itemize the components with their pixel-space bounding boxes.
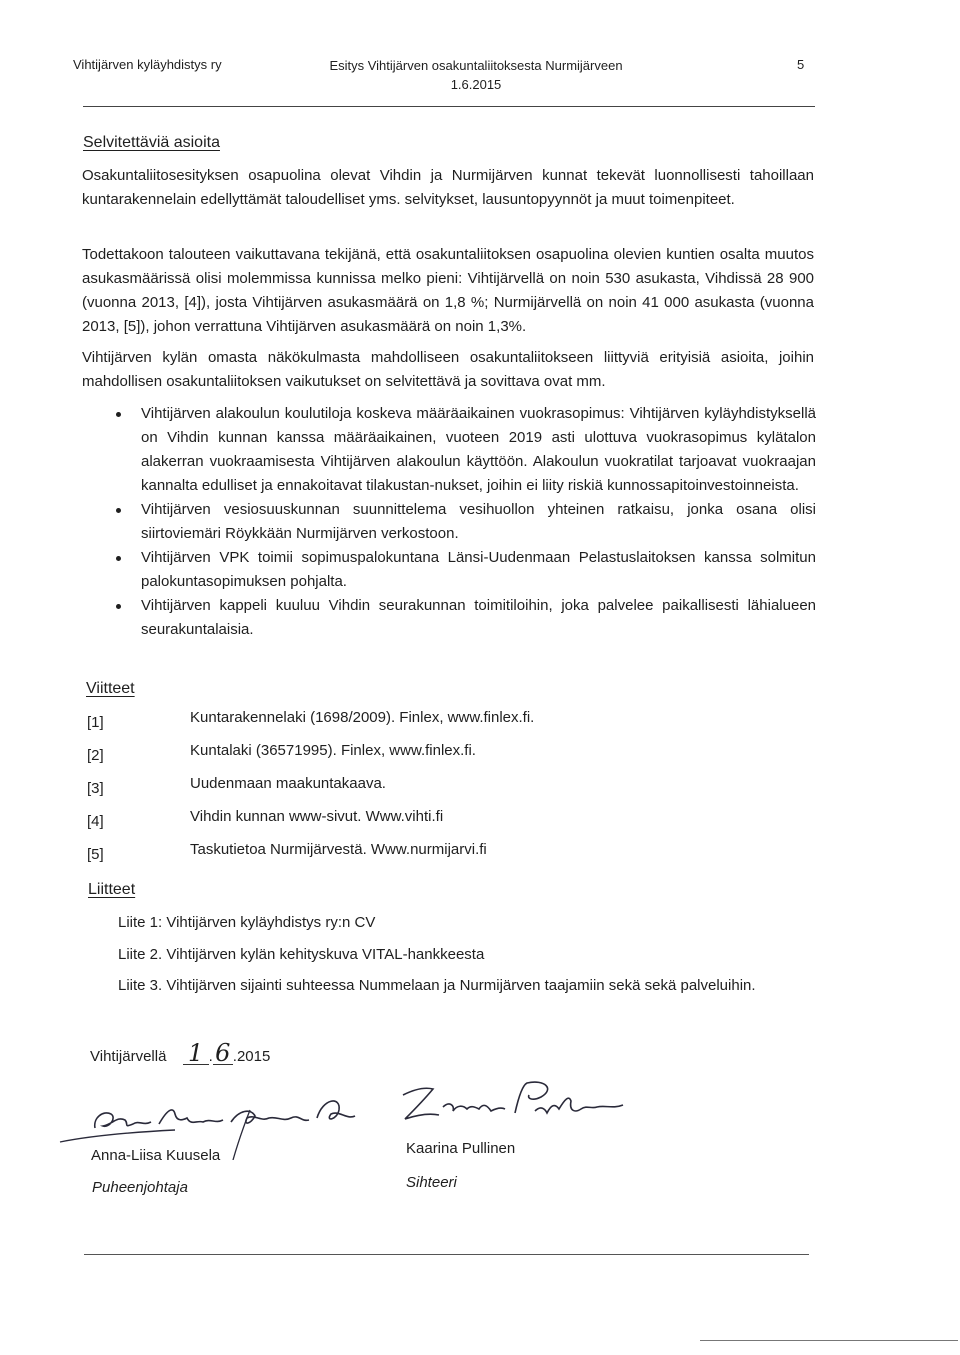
- reference-text: Kuntalaki (36571995). Finlex, www.finlex.fi.: [190, 742, 476, 759]
- list-item-text: Vihtijärven vesiosuuskunnan suunnittelema vesihuollon yhteinen ratkaisu, jonka osana olisi siirtoviemäri Röykkään Nurmijärven verkostoon.: [141, 501, 816, 542]
- issues-list: [100, 402, 816, 642]
- header-date: 1.6.2015: [450, 77, 502, 92]
- reference-number: [1]: [87, 714, 104, 731]
- reference-text: Taskutietoa Nurmijärvestä. Www.nurmijarvi.fi: [190, 841, 487, 858]
- bullet-dot: [116, 508, 121, 513]
- reference-item: [87, 805, 787, 838]
- list-item: [100, 402, 816, 498]
- attachments-heading: Liitteet: [88, 881, 136, 898]
- header-document-title: [300, 56, 652, 94]
- reference-number: [4]: [87, 813, 104, 830]
- list-item: [100, 498, 816, 546]
- section-heading: Selvitettäviä asioita: [83, 134, 220, 151]
- bullet-dot: [116, 412, 121, 417]
- list-item-text: Vihtijärven kappeli kuuluu Vihdin seurakunnan toimitiloihin, joka palvelee paikallisesti lähialueen seurakuntalaisia.: [141, 597, 816, 638]
- bullet-dot: [116, 604, 121, 609]
- place-and-date: Vihtijärvellä 1 .6 .2015: [90, 1039, 271, 1067]
- reference-text: Uudenmaan maakuntakaava.: [190, 775, 386, 792]
- signer-name: Kaarina Pullinen: [406, 1140, 516, 1157]
- references-heading: Viitteet: [86, 680, 135, 697]
- header-divider: [83, 106, 815, 107]
- bullet-dot: [116, 556, 121, 561]
- page-number: 5: [797, 57, 805, 72]
- references-list: [87, 706, 787, 871]
- attachment-item: Liite 3. Vihtijärven sijainti suhteessa Nummelaan ja Nurmijärven taajamiin sekä sekä palveluihin.: [118, 977, 756, 994]
- reference-item: [87, 838, 787, 871]
- signer-role: Puheenjohtaja: [92, 1179, 188, 1196]
- signing-place: Vihtijärvellä: [90, 1048, 167, 1065]
- reference-text: Vihdin kunnan www-sivut. Www.vihti.fi: [190, 808, 444, 825]
- header-organization: Vihtijärven kyläyhdistys ry: [73, 57, 222, 72]
- list-item-text: Vihtijärven VPK toimii sopimuspalokuntana Länsi-Uudenmaan Pelastuslaitoksen kanssa solmitun palokuntasopimuksen pohjalta.: [141, 549, 816, 590]
- reference-number: [2]: [87, 747, 104, 764]
- date-year: .2015: [232, 1048, 271, 1065]
- reference-text: Kuntarakennelaki (1698/2009). Finlex, www.finlex.fi.: [190, 709, 535, 726]
- reference-item: [87, 772, 787, 805]
- signer-name: Anna-Liisa Kuusela: [91, 1147, 221, 1164]
- reference-item: [87, 739, 787, 772]
- footer-divider: [84, 1254, 809, 1255]
- reference-number: [5]: [87, 846, 104, 863]
- date-day: 1: [183, 1042, 209, 1065]
- paragraph-3: Vihtijärven kylän omasta näkökulmasta mahdolliseen osakuntaliitokseen liittyviä erityisiä asioita, joihin mahdollisen osakuntaliitoksen vaikutukset on selvitettävä ja sovittava ovat mm.: [82, 349, 814, 390]
- list-item: [100, 546, 816, 594]
- attachment-item: Liite 2. Vihtijärven kylän kehityskuva VITAL-hankkeesta: [118, 946, 485, 963]
- date-month: 6: [213, 1042, 233, 1065]
- signature-kaarina: [395, 1075, 630, 1135]
- signer-role: Sihteeri: [406, 1174, 457, 1191]
- paragraph-2: Todettakoon talouteen vaikuttavana tekijänä, että osakuntaliitoksen osapuolina olevien kuntien osalta muutos asukasmäärissä olisi molemmissa kunnissa melko pieni: Vihtijärvellä on noin 530 asukasta, Vihdissä 28 900 (vuonna 2013, [4]), josta Vihtijärven asukasmäärä on 1,8 %; Nurmijärvellä on noin 41 000 asukasta (vuonna 2013, [5]), johon verrattuna Vihtijärven asukasmäärä on noin 1,3%.: [82, 246, 814, 335]
- list-item-text: Vihtijärven alakoulun koulutiloja koskeva määräaikainen vuokrasopimus: Vihtijärven kyläyhdistyksellä on Vihdin kunnan kanssa määräaikainen, vuoteen 2019 asti ulottuva vuokrasopimus kylätalon alakerran vuokraamisesta Vihtijärven alakoulun käyttöön. Alakoulun vuokratilat tarjoavat vuokraajan kannalta edulliset ja ennakoitavat tilakustan-nukset, joihin ei liity riskiä kunnossapitoinvestoinneista.: [141, 405, 816, 494]
- list-item: [100, 594, 816, 642]
- reference-item: [87, 706, 787, 739]
- paragraph-1: Osakuntaliitosesityksen osapuolina olevat Vihdin ja Nurmijärven kunnat tekevät luonnollisesti tahoillaan kuntarakennelain edellyttämät taloudelliset yms. selvitykset, lausuntopyynnöt ja muut toimenpiteet.: [82, 167, 814, 208]
- header-title-text: Esitys Vihtijärven osakuntaliitoksesta Nurmijärveen: [329, 58, 623, 73]
- scan-edge-line: [700, 1340, 958, 1341]
- attachment-item: Liite 1: Vihtijärven kyläyhdistys ry:n CV: [118, 914, 376, 931]
- reference-number: [3]: [87, 780, 104, 797]
